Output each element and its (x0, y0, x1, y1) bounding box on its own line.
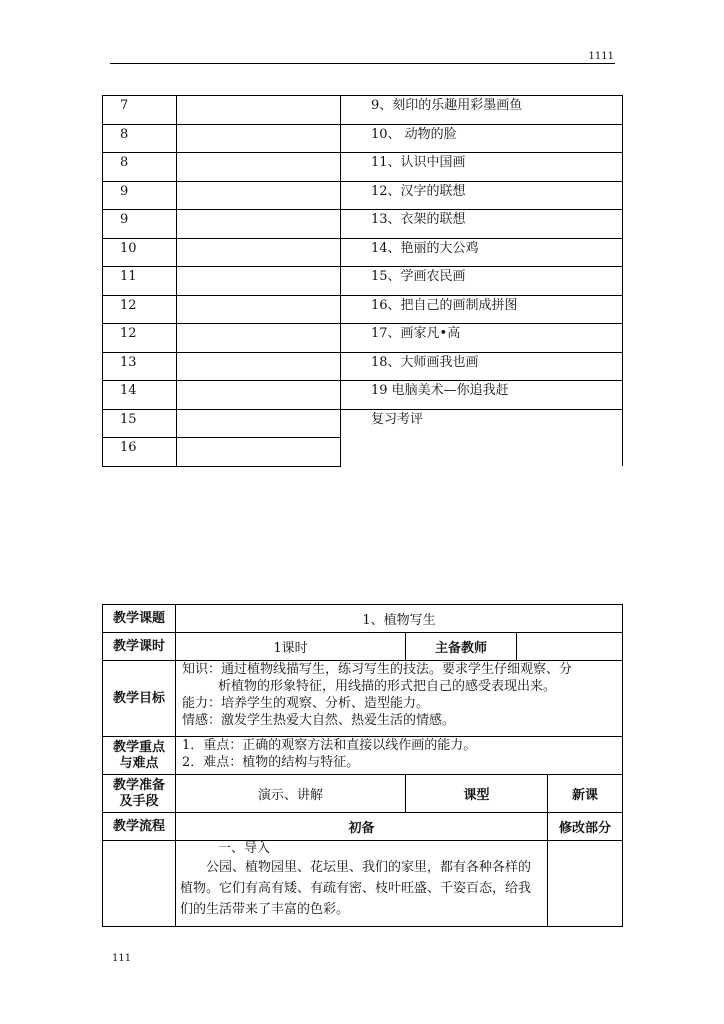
topic-value: 1、植物写生 (176, 605, 623, 633)
key-label-line: 教学重点 (112, 739, 165, 755)
topic-cell: 17、画家凡•高 (341, 324, 623, 353)
empty-cell (177, 409, 341, 438)
schedule-row (103, 153, 623, 182)
empty-cell (177, 438, 341, 467)
flow-empty-cell (103, 841, 176, 927)
schedule-row (103, 409, 623, 438)
empty-cell (177, 324, 341, 353)
revise-label: 修改部分 (548, 813, 623, 841)
week-cell: 16 (103, 438, 177, 467)
flow-label: 教学流程 (103, 813, 176, 841)
schedule-row (103, 381, 623, 410)
prep-label-line: 教学准备 (112, 777, 165, 793)
schedule-row (103, 238, 623, 267)
flow-content (176, 841, 548, 927)
header-page-number: 1111 (588, 51, 614, 62)
key-line: 2．难点：植物的结构与特征。 (182, 755, 360, 770)
schedule-row (103, 96, 623, 125)
goal-line: 析植物的形象特征，用线描的形式把自己的感受表现出来。 (218, 679, 557, 694)
schedule-row (103, 295, 623, 324)
empty-cell (177, 267, 341, 296)
teacher-label: 主备教师 (406, 633, 517, 661)
topic-cell: 16、把自己的画制成拼图 (341, 295, 623, 324)
prep-value: 演示、讲解 (176, 775, 406, 813)
header-rule (110, 63, 615, 64)
lesson-plan-table (102, 604, 623, 927)
key-content (176, 737, 623, 775)
hours-label: 教学课时 (103, 633, 176, 661)
week-cell: 7 (103, 96, 177, 125)
empty-cell (177, 124, 341, 153)
week-cell: 9 (103, 181, 177, 210)
empty-cell (177, 153, 341, 182)
flow-text: 公园、植物园里、花坛里、我们的家里，都有各种各样的植物。它们有高有矮、有疏有密、枝叶旺盛、千姿百态，给我们的生活带来了丰富的色彩。 (180, 860, 532, 917)
schedule-row (103, 181, 623, 210)
topic-cell: 9、刻印的乐趣用彩墨画鱼 (341, 96, 623, 125)
week-cell: 9 (103, 210, 177, 239)
footer-page-number: 111 (112, 953, 132, 964)
key-label-line: 与难点 (119, 755, 159, 771)
schedule-table (102, 95, 623, 467)
empty-cell (177, 210, 341, 239)
week-cell: 10 (103, 238, 177, 267)
schedule-row (103, 324, 623, 353)
schedule-row (103, 124, 623, 153)
empty-cell (177, 352, 341, 381)
goal-label: 教学目标 (103, 661, 176, 737)
week-cell: 14 (103, 381, 177, 410)
topic-cell: 14、艳丽的大公鸡 (341, 238, 623, 267)
topic-cell: 11、认识中国画 (341, 153, 623, 182)
topic-cell: 复习考评 (341, 409, 623, 466)
revise-empty-cell (548, 841, 623, 927)
topic-cell: 18、大师画我也画 (341, 352, 623, 381)
key-label (103, 737, 176, 775)
week-cell: 13 (103, 352, 177, 381)
week-cell: 11 (103, 267, 177, 296)
topic-cell: 10、 动物的脸 (341, 124, 623, 153)
topic-label: 教学课题 (103, 605, 176, 633)
goal-line: 情感：激发学生热爱大自然、热爱生活的情感。 (182, 713, 456, 728)
goal-line: 能力：培养学生的观察、分析、造型能力。 (182, 696, 430, 711)
topic-cell: 15、学画农民画 (341, 267, 623, 296)
empty-cell (177, 381, 341, 410)
topic-cell: 19 电脑美术—你追我赶 (341, 381, 623, 410)
teacher-value (517, 633, 623, 661)
week-cell: 15 (103, 409, 177, 438)
topic-cell: 12、汉字的联想 (341, 181, 623, 210)
schedule-row (103, 267, 623, 296)
goal-content (176, 661, 623, 737)
goal-line: 知识：通过植物线描写生，练习写生的技法。要求学生仔细观察、分 (182, 662, 573, 677)
week-cell: 8 (103, 153, 177, 182)
hours-value: 1课时 (176, 633, 406, 661)
week-cell: 12 (103, 295, 177, 324)
type-value: 新课 (548, 775, 623, 813)
week-cell: 12 (103, 324, 177, 353)
week-cell: 8 (103, 124, 177, 153)
schedule-row (103, 352, 623, 381)
draft-label: 初备 (176, 813, 548, 841)
flow-heading: 一、导入 (218, 841, 271, 856)
prep-label-line: 及手段 (119, 793, 159, 809)
empty-cell (177, 295, 341, 324)
prep-label (103, 775, 176, 813)
topic-cell: 13、衣架的联想 (341, 210, 623, 239)
empty-cell (177, 238, 341, 267)
empty-cell (177, 181, 341, 210)
key-line: 1．重点：正确的观察方法和直接以线作画的能力。 (182, 738, 477, 753)
empty-cell (177, 96, 341, 125)
schedule-row (103, 210, 623, 239)
type-label: 课型 (406, 775, 548, 813)
